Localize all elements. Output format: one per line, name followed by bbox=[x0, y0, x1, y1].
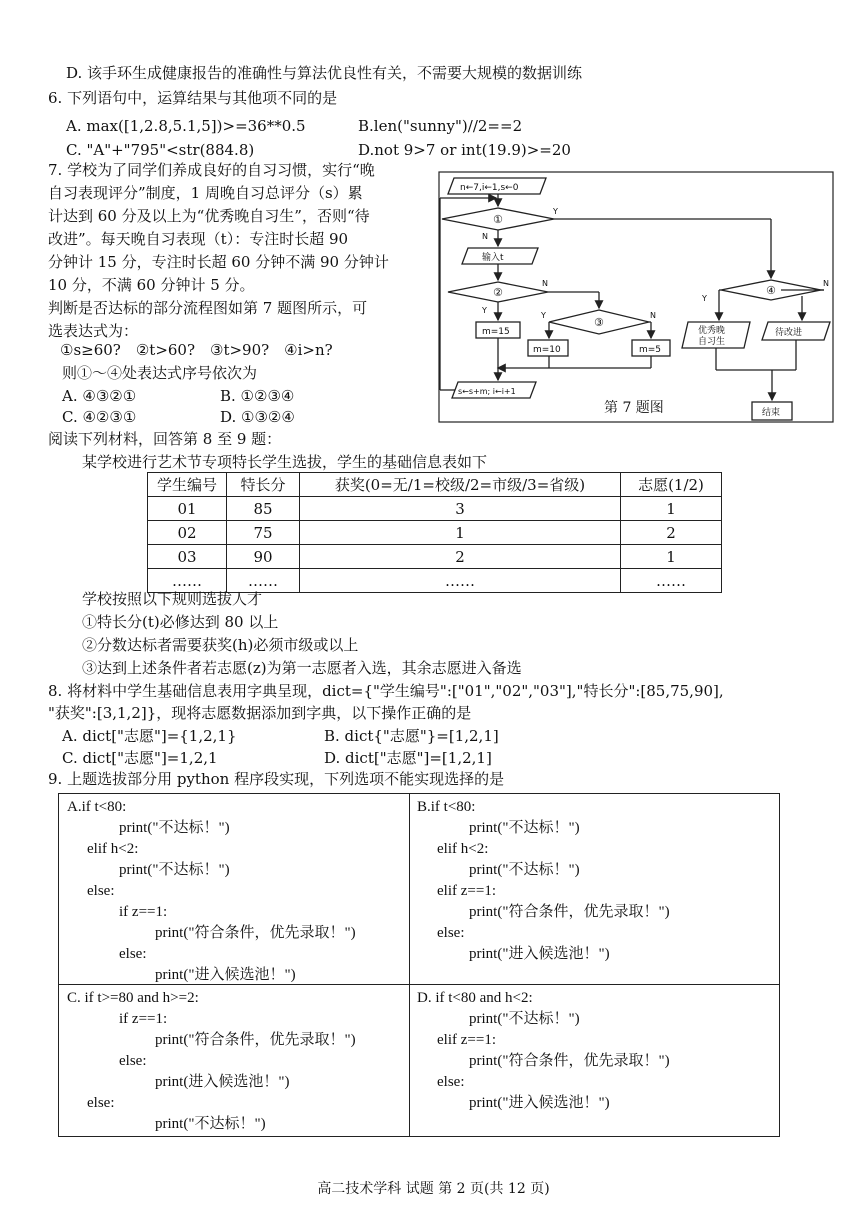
flow-n-3: N bbox=[650, 311, 656, 320]
code-line: else: bbox=[437, 1074, 465, 1090]
cell: …… bbox=[621, 569, 722, 593]
code-line: if z==1: bbox=[119, 1011, 168, 1027]
flow-n-4: N bbox=[823, 279, 829, 288]
q7-stem-6: 10 分，不满 60 分钟计 5 分。 bbox=[48, 276, 255, 294]
code-line: print("不达标！") bbox=[119, 862, 230, 878]
code-line: C. if t>=80 and h>=2: bbox=[67, 990, 199, 1006]
code-line: print("不达标！") bbox=[469, 820, 580, 836]
code-line: else: bbox=[119, 946, 147, 962]
cell: 2 bbox=[300, 545, 621, 569]
flow-y-3: Y bbox=[541, 311, 546, 320]
q8-option-b: B. dict{"志愿"}=[1,2,1] bbox=[324, 727, 499, 745]
cell: 03 bbox=[148, 545, 227, 569]
cell: 1 bbox=[621, 545, 722, 569]
code-line: print("符合条件，优先录取！") bbox=[469, 904, 670, 920]
flow-n-2: N bbox=[542, 279, 548, 288]
q8-option-c: C. dict["志愿"]=1,2,1 bbox=[62, 749, 218, 767]
cell: 75 bbox=[227, 521, 300, 545]
rules-intro: 学校按照以下规则选拔人才 bbox=[82, 590, 263, 608]
cell: 02 bbox=[148, 521, 227, 545]
code-line: D. if t<80 and h<2: bbox=[417, 990, 533, 1006]
flow-d2-text: ② bbox=[493, 286, 503, 299]
code-line: print(进入候选池！") bbox=[155, 1074, 290, 1090]
q6-option-a: A. max([1,2.8,5.1,5])>=36**0.5 bbox=[66, 117, 306, 135]
q7-option-b: B. ①②③④ bbox=[220, 387, 295, 405]
cell: 1 bbox=[621, 497, 722, 521]
code-line: elif z==1: bbox=[437, 1032, 496, 1048]
code-line: elif h<2: bbox=[87, 841, 139, 857]
flow-m15-text: m=15 bbox=[482, 327, 510, 337]
page-footer: 高二技术学科 试题 第 2 页(共 12 页) bbox=[317, 1181, 550, 1197]
code-line: else: bbox=[437, 925, 465, 941]
code-line: print("不达标！") bbox=[469, 862, 580, 878]
q6-option-d: D.not 9>7 or int(19.9)>=20 bbox=[358, 141, 571, 159]
q7-stem-1: 7. 学校为了同学们养成良好的自习习惯，实行“晚 bbox=[48, 161, 375, 179]
q9-code-options bbox=[58, 793, 780, 1137]
flow-d1-text: ① bbox=[493, 213, 503, 226]
q7-flowchart bbox=[436, 170, 836, 425]
code-line: print("符合条件，优先录取！") bbox=[155, 1032, 356, 1048]
header-talent-score: 特长分 bbox=[227, 473, 300, 497]
rule-3: ③达到上述条件者若志愿(z)为第一志愿者入选，其余志愿进入备选 bbox=[82, 659, 522, 677]
code-line: print("进入候选池！") bbox=[155, 967, 296, 983]
cell: 85 bbox=[227, 497, 300, 521]
code-line: else: bbox=[87, 1095, 115, 1111]
header-student-id: 学生编号 bbox=[148, 473, 227, 497]
q7-stem-9: 则①～④处表达式序号依次为 bbox=[62, 364, 258, 382]
q7-stem-3: 计达到 60 分及以上为“优秀晚自习生”，否则“待 bbox=[48, 207, 370, 225]
code-line: print("符合条件，优先录取！") bbox=[155, 925, 356, 941]
flow-d3-text: ③ bbox=[594, 316, 604, 329]
flow-update-text: s←s+m; i←i+1 bbox=[458, 387, 516, 396]
code-line: else: bbox=[119, 1053, 147, 1069]
material-intro: 某学校进行艺术节专项特长学生选拔，学生的基础信息表如下 bbox=[82, 453, 488, 471]
flow-caption: 第 7 题图 bbox=[604, 400, 664, 416]
table-row bbox=[148, 545, 722, 569]
code-line: else: bbox=[87, 883, 115, 899]
q6-option-b: B.len("sunny")//2==2 bbox=[358, 117, 523, 135]
flow-input-text: 输入t bbox=[482, 253, 504, 263]
code-line: print("不达标！") bbox=[119, 820, 230, 836]
code-line: A.if t<80: bbox=[67, 799, 127, 815]
table-row bbox=[148, 521, 722, 545]
code-line: print("符合条件，优先录取！") bbox=[469, 1053, 670, 1069]
cell: …… bbox=[300, 569, 621, 593]
q7-stem-4: 改进”。每天晚自习表现（t）：专注时长超 90 bbox=[48, 230, 349, 248]
q7-stem-8: 选表达式为： bbox=[48, 322, 139, 340]
q9-stem: 9. 上题选拔部分用 python 程序段实现，下列选项不能实现选择的是 bbox=[48, 770, 505, 788]
code-line: elif h<2: bbox=[437, 841, 489, 857]
cell: 2 bbox=[621, 521, 722, 545]
flow-d4-text: ④ bbox=[766, 284, 776, 297]
code-option-a bbox=[67, 797, 356, 986]
q8-option-d: D. dict["志愿"]=[1,2,1] bbox=[324, 749, 492, 767]
q7-option-c: C. ④②③① bbox=[62, 408, 137, 426]
header-preference: 志愿(1/2) bbox=[621, 473, 722, 497]
flow-improve-text: 待改进 bbox=[775, 328, 803, 338]
flow-m5-text: m=5 bbox=[639, 345, 662, 355]
flow-m10-text: m=10 bbox=[533, 345, 561, 355]
q7-stem-7: 判断是否达标的部分流程图如第 7 题图所示，可 bbox=[48, 299, 368, 317]
cell: 90 bbox=[227, 545, 300, 569]
q8-option-a: A. dict["志愿"]={1,2,1} bbox=[62, 727, 237, 745]
header-award: 获奖(0=无/1=校级/2=市级/3=省级) bbox=[300, 473, 621, 497]
q7-option-d: D. ①③②④ bbox=[220, 408, 295, 426]
cell: 3 bbox=[300, 497, 621, 521]
q6-option-c: C. "A"+"795"<str(884.8) bbox=[66, 141, 255, 159]
code-line: print("进入候选池！") bbox=[469, 1095, 610, 1111]
flow-n-1: N bbox=[482, 232, 488, 241]
flow-excellent-text-2: 自习生 bbox=[698, 337, 726, 347]
q8-stem-1: 8. 将材料中学生基础信息表用字典呈现，dict={"学生编号":["01","02","03"],"特长分":[85,75,90], bbox=[48, 682, 724, 700]
q6-stem: 6. 下列语句中，运算结果与其他项不同的是 bbox=[48, 89, 338, 107]
code-line: B.if t<80: bbox=[417, 799, 476, 815]
q7-expressions: ①s≥60? ②t>60? ③t>90? ④i>n? bbox=[60, 341, 333, 359]
q7-option-a: A. ④③②① bbox=[62, 387, 137, 405]
q7-stem-2: 自习表现评分”制度，1 周晚自习总评分（s）累 bbox=[48, 184, 363, 202]
flow-y-1: Y bbox=[553, 207, 558, 216]
code-option-b bbox=[417, 797, 670, 965]
cell: …… bbox=[148, 569, 227, 593]
code-option-c bbox=[67, 988, 356, 1135]
code-line: print("不达标！") bbox=[469, 1011, 580, 1027]
flow-y-4: Y bbox=[702, 294, 707, 303]
cell: 1 bbox=[300, 521, 621, 545]
q5-option-d: D. 该手环生成健康报告的准确性与算法优良性有关，不需要大规模的数据训练 bbox=[66, 64, 583, 82]
flow-end-text: 结束 bbox=[762, 408, 781, 418]
code-line: print("不达标！") bbox=[155, 1116, 266, 1132]
table-row bbox=[148, 497, 722, 521]
code-option-d bbox=[417, 988, 670, 1114]
q8-stem-2: "获奖":[3,1,2]}，现将志愿数据添加到字典，以下操作正确的是 bbox=[48, 704, 472, 722]
code-line: elif z==1: bbox=[437, 883, 496, 899]
reading-instruction: 阅读下列材料，回答第 8 至 9 题： bbox=[48, 430, 282, 448]
grid-divider-vertical bbox=[409, 794, 410, 1136]
flow-init-text: n←7,i←1,s←0 bbox=[460, 183, 519, 193]
code-line: if z==1: bbox=[119, 904, 168, 920]
q7-stem-5: 分钟计 15 分，专注时长超 60 分钟不满 90 分钟计 bbox=[48, 253, 389, 271]
flow-y-2: Y bbox=[482, 306, 487, 315]
student-info-table bbox=[147, 472, 722, 593]
cell: 01 bbox=[148, 497, 227, 521]
rule-1: ①特长分(t)必修达到 80 以上 bbox=[82, 613, 279, 631]
flow-excellent-text-1: 优秀晚 bbox=[698, 326, 726, 336]
cell: …… bbox=[227, 569, 300, 593]
rule-2: ②分数达标者需要获奖(h)必须市级或以上 bbox=[82, 636, 359, 654]
code-line: print("进入候选池！") bbox=[469, 946, 610, 962]
